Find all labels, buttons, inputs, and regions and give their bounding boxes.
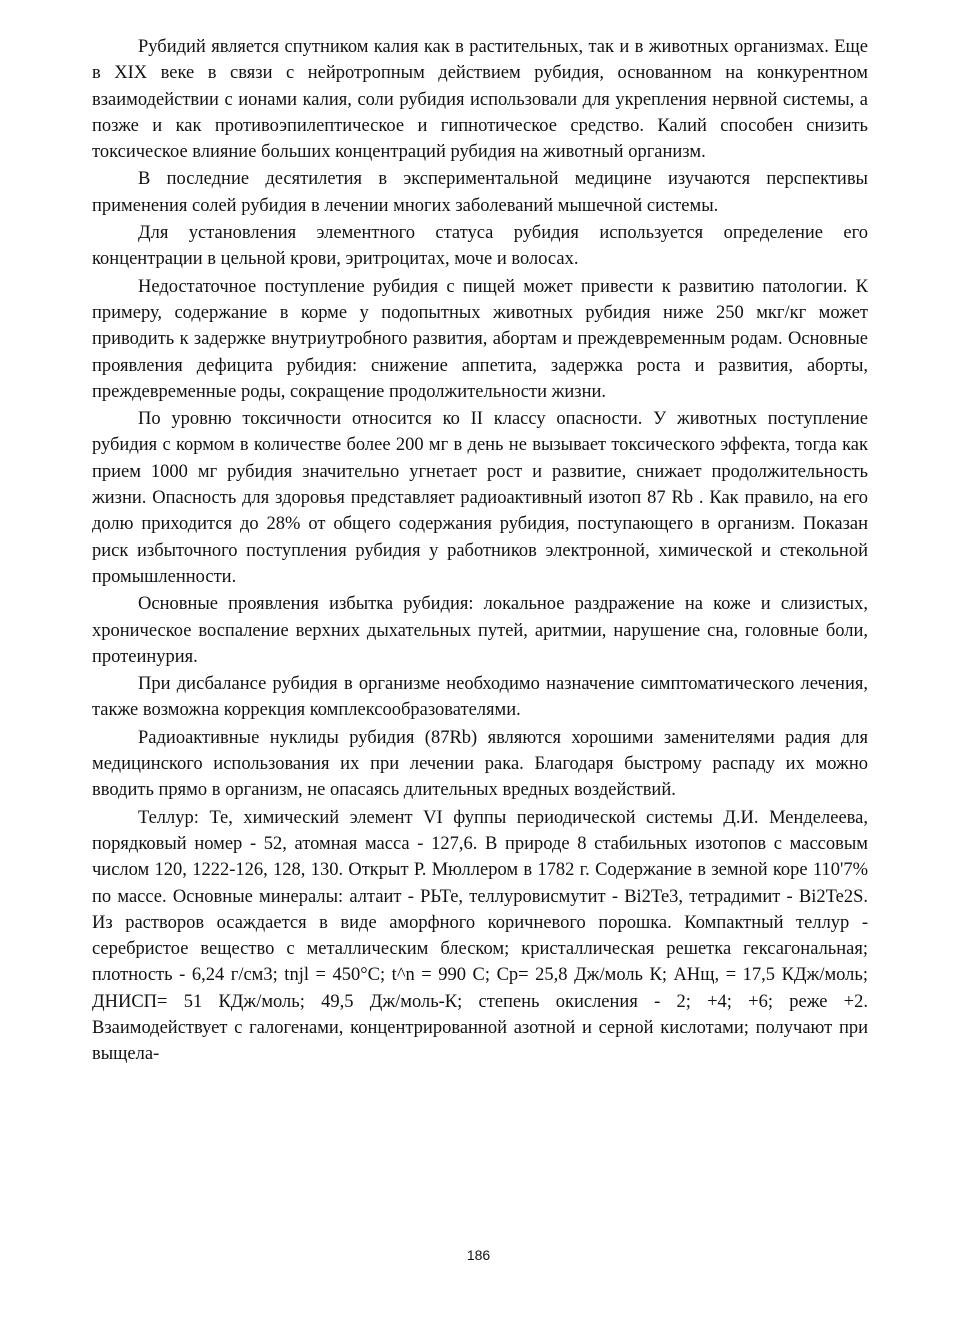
paragraph-elemental-status: Для установления элементного статуса рубидия используется определение его концентрации в цельной крови, эритроцитах, моче и волосах. xyxy=(92,223,868,270)
paragraph-excess: Основные проявления избытка рубидия: локальное раздражение на коже и слизистых, хроническое воспаление верхних дыхательных путей, аритмии, нарушение сна, головные боли, протеинурия. xyxy=(92,594,868,667)
paragraph-tellurium: Теллур: Те, химический элемент VI фуппы периодической системы Д.И. Менделеева, порядковый номер - 52, атомная масса - 127,6. В природе 8 стабильных изотопов с массовым числом 120, 1222-126, 128, 130. Открыт Р. Мюллером в 1782 г. Содержание в земной коре 110'7% по массе. Основные минералы: алтаит - РЬТе, теллуровисмутит - Bi2Te3, тетрадимит - Bi2Te2S. Из растворов осаждается в виде аморфного коричневого порошка. Компактный теллур - серебристое вещество с металлическим блеском; кристаллическая решетка гексагональная; плотность - 6,24 г/см3; tnjl = 450°С; t^n = 990 С; Ср= 25,8 Дж/моль К; АНщ, = 17,5 КДж/моль; ДНИСП= 51 КДж/моль; 49,5 Дж/моль-К; степень окисления - 2; +4; +6; реже +2. Взаимодействует с галогенами, концентрированной азотной и серной кислотами; получают при выщела- xyxy=(92,807,868,1065)
paragraph-deficiency: Недостаточное поступление рубидия с пищей может привести к развитию патологии. К примеру, содержание в корме у подопытных животных рубидия ниже 250 мкг/кг может приводить к задержке внутриутробного развития, абортам и преждевременным родам. Основные проявления дефицита рубидия: снижение аппетита, задержка роста и развития, аборты, преждевременные роды, сокращение продолжительности жизни. xyxy=(92,276,868,402)
page-number: 186 xyxy=(466,1247,491,1263)
paragraph-toxicity: По уровню токсичности относится ко II классу опасности. У животных поступление рубидия с кормом в количестве более 200 мг в день не вызывает токсического эффекта, тогда как прием 1000 мг рубидия значительно угнетает рост и развитие, снижает продолжительность жизни. Опасность для здоровья представляет радиоактивный изотоп 87 Rb . Как правило, на его долю приходится до 28% от общего содержания рубидия, поступающего в организм. Показан риск избыточного поступления рубидия у работников электронной, химической и стекольной промышленности. xyxy=(92,409,868,587)
document-body xyxy=(92,34,868,1069)
paragraph-muscle-system: В последние десятилетия в экспериментальной медицине изучаются перспективы применения солей рубидия в лечении многих заболеваний мышечной системы. xyxy=(92,169,868,216)
paragraph-radioactive-nuclides: Радиоактивные нуклиды рубидия (87Rb) являются хорошими заменителями радия для медицинского использования их при лечении рака. Благодаря быстрому распаду их можно вводить прямо в организм, не опасаясь длительных вредных воздействий. xyxy=(92,727,868,801)
paragraph-rubidium-potassium: Рубидий является спутником калия как в растительных, так и в животных организмах. Еще в XIX веке в связи с нейротропным действием рубидия, основанном на конкурентном взаимодействии с ионами калия, соли рубидия использовали для укрепления нервной системы, а позже и как противоэпилептическое и гипнотическое средство. Калий способен снизить токсическое влияние больших концентраций рубидия на животный организм. xyxy=(92,37,868,163)
paragraph-imbalance: При дисбалансе рубидия в организме необходимо назначение симптоматического лечения, также возможна коррекция комплексообразователями. xyxy=(92,674,868,721)
